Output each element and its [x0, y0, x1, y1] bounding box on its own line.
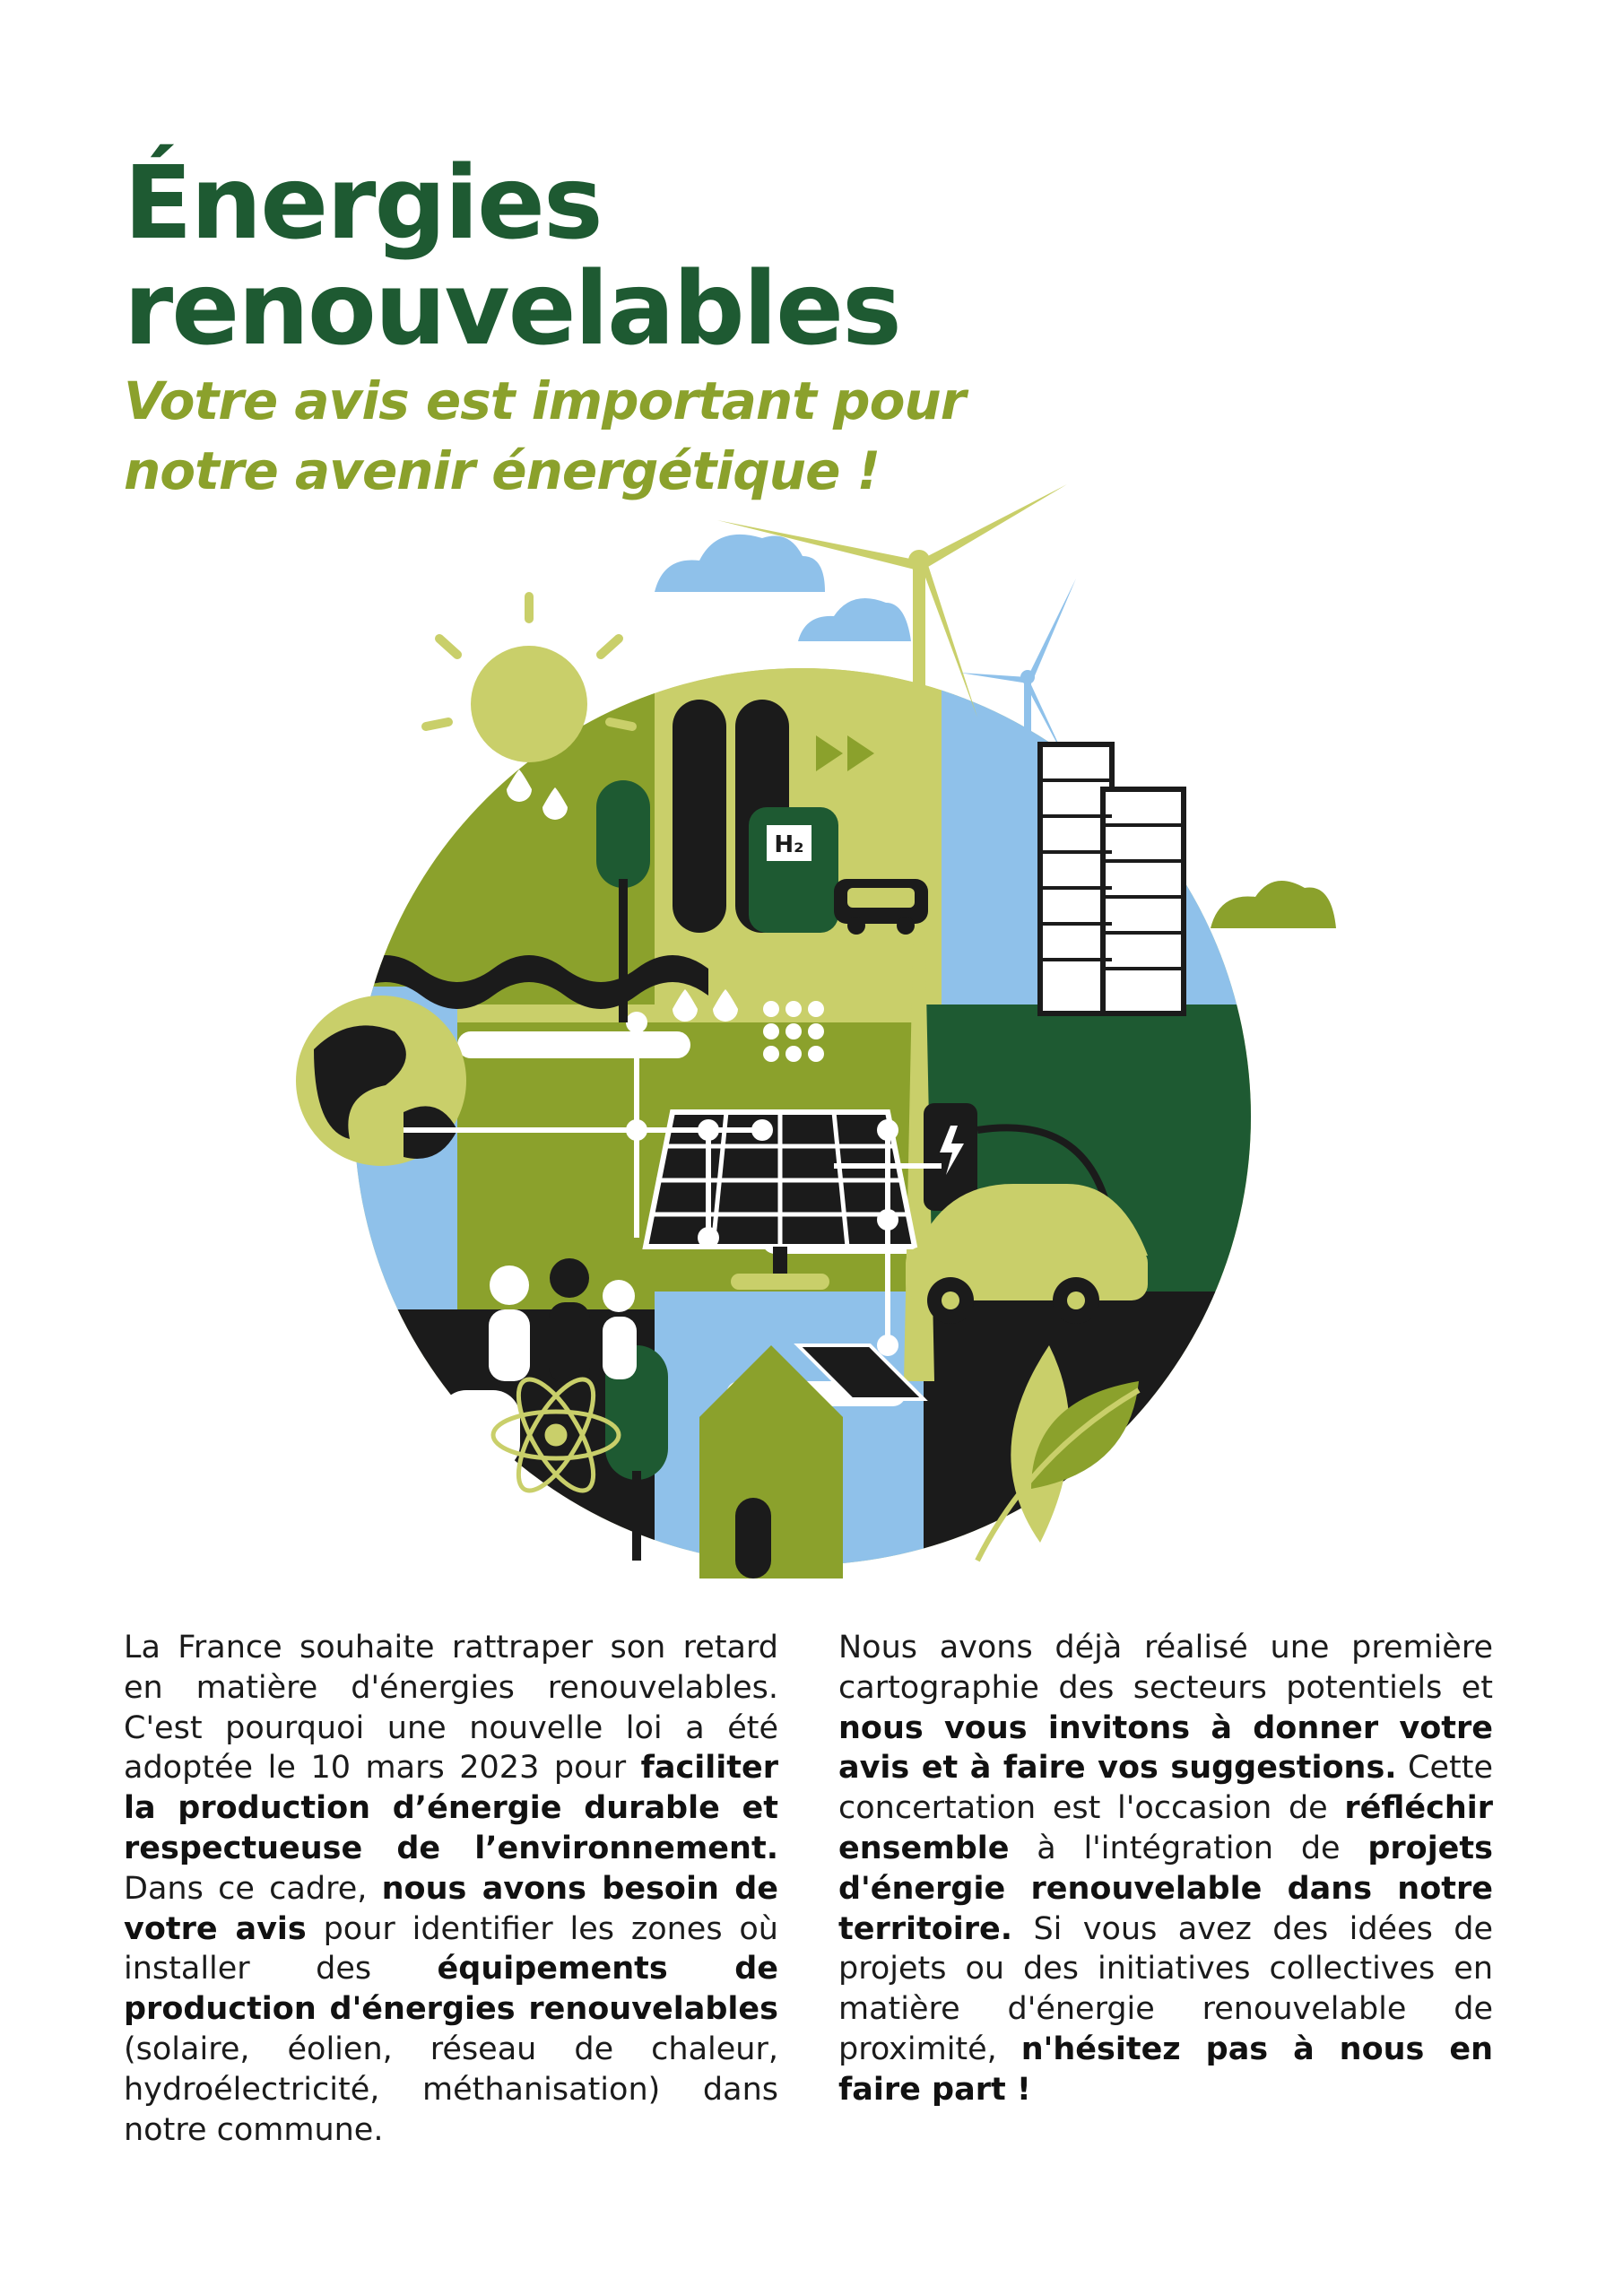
buildings-icon [1040, 744, 1184, 1013]
earth-icon [296, 996, 466, 1166]
body-text-bold: projets d'énergie renouvelable dans notre territoire. [838, 1830, 1493, 1947]
body-text-bold: n'hésitez pas à nous en faire part ! [838, 2031, 1494, 2108]
cloud-icon [1211, 881, 1336, 928]
cloud-icon [655, 535, 825, 592]
body-text: Si vous avez des idées de projets ou des initiatives collectives en matière d'énergie renouvelable de proximité, [838, 1910, 1493, 2067]
cloud-icon [798, 598, 911, 641]
body-text-bold: nous vous invitons à donner votre avis et à faire vos suggestions. [838, 1709, 1493, 1787]
subtitle-line-1: Votre avis est important pour [124, 370, 966, 431]
title-line-2: renouvelables [124, 251, 900, 368]
body-text-bold: nous avons besoin de votre avis [124, 1870, 778, 1947]
h2-label: H₂ [774, 831, 804, 858]
body-text: pour identifier les zones où installer des [124, 1910, 778, 1987]
renewable-energy-illustration [296, 484, 1345, 1596]
body-right-column [838, 1628, 1493, 2110]
body-left-column [124, 1628, 778, 2150]
page-title [124, 145, 900, 368]
body-text: La France souhaite rattraper son retard en matière d'énergies renouvelables. C'est pourquoi une nouvelle loi a été adoptée le 10 mars 2023 pour [124, 1630, 778, 1787]
title-line-1: Énergies [124, 145, 602, 262]
dots-grid [763, 1001, 824, 1062]
body-text: à l'intégration de [1009, 1830, 1368, 1866]
body-text: Nous avons déjà réalisé une première cartographie des secteurs potentiels et [838, 1630, 1493, 1706]
plug-icon [386, 1390, 520, 1471]
body-text: (solaire, éolien, réseau de chaleur, hydroélectricité, méthanisation) dans notre commune. [124, 2031, 778, 2148]
subtitle-line-2: notre avenir énergétique ! [124, 440, 881, 501]
body-text-bold: réfléchir ensemble [838, 1790, 1493, 1866]
body-text: Dans ce cadre, [124, 1870, 382, 1907]
body-text-bold: équipements de production d'énergies renouvelables [124, 1951, 778, 2028]
body-text-bold: faciliter la production d’énergie durable et respectueuse de l’environnement. [124, 1750, 778, 1866]
body-text: Cette concertation est l'occasion de [838, 1750, 1493, 1827]
